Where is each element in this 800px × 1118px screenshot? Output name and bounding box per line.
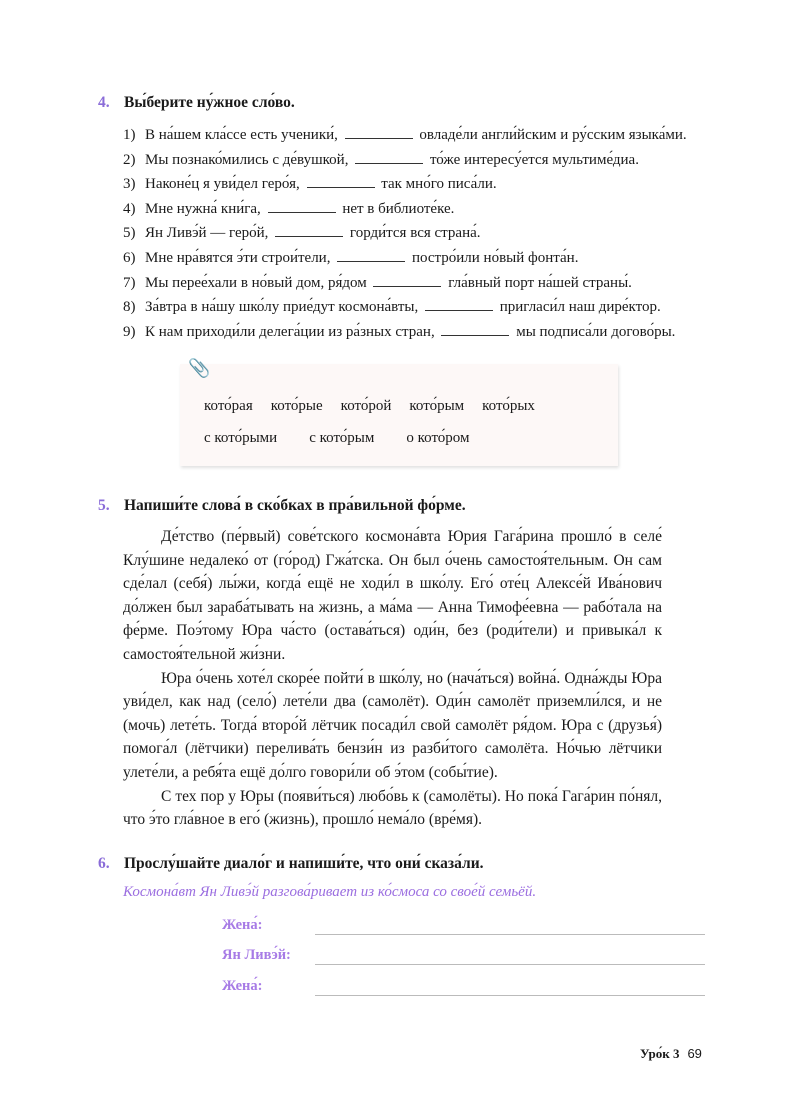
- item-number: 7): [123, 274, 136, 291]
- item-number: 1): [123, 127, 136, 143]
- item-text-before: Мне нра́вятся э́ти строи́тели,: [145, 249, 331, 266]
- item-number: 9): [123, 323, 136, 340]
- exercise-4-list: [123, 125, 687, 346]
- exercise-title: Вы́берите ну́жное сло́во.: [124, 94, 295, 111]
- answer-blank[interactable]: [425, 298, 493, 311]
- answer-line[interactable]: [315, 934, 705, 935]
- answer-blank[interactable]: [268, 200, 336, 213]
- list-item: [123, 273, 687, 298]
- list-item: [123, 150, 687, 175]
- item-text-after: горди́тся вся страна́.: [349, 225, 481, 242]
- exercise-6-intro: Космона́вт Ян Ливэ́й разгова́ривает из ко́смоса со свое́й семьёй.: [123, 884, 537, 900]
- paragraph: Де́тство (пе́рвый) сове́тского космона́вта Юрия Гага́рина прошло́ в селе́ Клу́шине недалеко́ от (го́род) Гжа́тска. Он был о́чень самостоя́тельным. Он сам сде́лал (себя́) лы́жи, когда́ ещё не ходи́л в шко́лу. Его́ оте́ц Алексе́й Ива́нович до́лжен был зараба́тывать на жизнь, а ма́ма — Анна Тимофе́евна — рабо́тала на фе́рме. Поэ́тому Юра ча́сто (остава́ться) оди́н, без (роди́тели) и привыка́л к самостоя́тельной жи́зни.: [123, 528, 662, 663]
- answer-blank[interactable]: [307, 175, 375, 188]
- item-text-after: гла́вный порт на́шей страны́.: [448, 274, 632, 291]
- item-text-before: Мы перее́хали в но́вый дом, ря́дом: [145, 274, 367, 291]
- answer-blank[interactable]: [441, 323, 509, 336]
- list-item: [123, 223, 687, 248]
- item-number: 2): [123, 151, 136, 168]
- word-option: кото́рые: [270, 398, 323, 414]
- answer-blank[interactable]: [355, 151, 423, 164]
- page-footer: [640, 1046, 702, 1062]
- answer-blank[interactable]: [275, 224, 343, 237]
- item-number: 3): [123, 176, 136, 193]
- exercise-4-heading: [98, 94, 295, 112]
- list-item: [123, 125, 687, 150]
- item-number: 4): [123, 200, 136, 217]
- item-text-after: постро́или но́вый фонта́н.: [411, 249, 579, 266]
- answer-blank[interactable]: [337, 249, 405, 262]
- item-number: 5): [123, 225, 136, 242]
- page-number: 69: [687, 1046, 702, 1061]
- list-item: [123, 174, 687, 199]
- word-bank-row: [204, 398, 553, 415]
- word-option: кото́рой: [340, 398, 392, 414]
- speaker-label: Жена́:: [222, 917, 263, 933]
- answer-line[interactable]: [315, 964, 705, 965]
- list-item: [123, 297, 687, 322]
- answer-blank[interactable]: [345, 126, 413, 139]
- speaker-label: Ян Ливэ́й:: [222, 947, 291, 963]
- exercise-title: Напиши́те слова́ в ско́бках в пра́вильной фо́рме.: [124, 497, 466, 514]
- word-option: о кото́ром: [406, 430, 470, 446]
- item-text-before: Мне нужна́ кни́га,: [145, 200, 261, 217]
- exercise-5-text: [123, 525, 662, 832]
- list-item: [123, 248, 687, 273]
- item-text-before: Мы познако́мились с де́вушкой,: [145, 151, 349, 168]
- paragraph: С тех пор у Юры (появи́ться) любо́вь к (самолёты). Но пока́ Гага́рин по́нял, что э́то гла́вное в его́ (жизнь), прошло́ нема́ло (вре́мя).: [123, 787, 662, 829]
- word-option: с кото́рым: [309, 430, 375, 446]
- answer-line[interactable]: [315, 995, 705, 996]
- word-bank: [180, 358, 618, 466]
- item-number: 6): [123, 249, 136, 266]
- item-text-after: то́же интересу́ется мультиме́диа.: [429, 151, 639, 168]
- paperclip-icon: 📎: [188, 358, 211, 378]
- exercise-5-heading: [98, 497, 466, 515]
- item-text-before: В на́шем кла́ссе есть ученики́,: [145, 127, 338, 143]
- exercise-number: 6.: [98, 855, 110, 872]
- word-option: с кото́рыми: [204, 430, 278, 446]
- lesson-label: Уро́к 3: [640, 1046, 680, 1061]
- item-text-after: пригласи́л наш дире́ктор.: [499, 299, 661, 316]
- exercise-6-heading: [98, 855, 484, 873]
- item-text-before: Наконе́ц я уви́дел геро́я,: [145, 176, 300, 193]
- list-item: [123, 322, 687, 347]
- exercise-title: Прослу́шайте диало́г и напиши́те, что они́ сказа́ли.: [124, 855, 484, 872]
- dialog-row[interactable]: [222, 978, 705, 1000]
- item-text-before: За́втра в на́шу шко́лу прие́дут космона́вты,: [145, 299, 419, 316]
- paragraph: Юра о́чень хоте́л скоре́е пойти́ в шко́лу, но (нача́ться) война́. Одна́жды Юра уви́дел, как над (село́) лете́ли два (самолёт). Оди́н самолёт приземли́лся, и не (мочь) лете́ть. Тогда́ второ́й лётчик посади́л свой самолёт ря́дом. Юра с (друзья́) помога́л (лётчики) перелива́ть бензи́н из разби́того самолёта. Но́чью лётчики улете́ли, а ребя́та ещё до́лго говори́ли об э́том (собы́тие).: [123, 669, 662, 781]
- item-text-after: нет в библиоте́ке.: [342, 200, 455, 217]
- word-option: кото́рая: [204, 398, 253, 414]
- dialog-row[interactable]: [222, 917, 705, 939]
- list-item: [123, 199, 687, 224]
- item-text-after: овладе́ли англи́йским и ру́сским языка́ми.: [419, 127, 687, 143]
- item-text-after: так мно́го писа́ли.: [381, 176, 497, 193]
- item-text-before: Ян Ливэ́й — геро́й,: [145, 225, 269, 242]
- item-text-after: мы подписа́ли догово́ры.: [516, 323, 676, 340]
- word-option: кото́рых: [482, 398, 535, 414]
- answer-blank[interactable]: [373, 274, 441, 287]
- item-number: 8): [123, 299, 136, 316]
- word-bank-row: [204, 430, 502, 447]
- exercise-number: 4.: [98, 94, 110, 111]
- exercise-number: 5.: [98, 497, 110, 514]
- item-text-before: К нам приходи́ли делега́ции из ра́зных стран,: [145, 323, 435, 340]
- word-option: кото́рым: [409, 398, 465, 414]
- dialog-row[interactable]: [222, 947, 705, 969]
- speaker-label: Жена́:: [222, 978, 263, 994]
